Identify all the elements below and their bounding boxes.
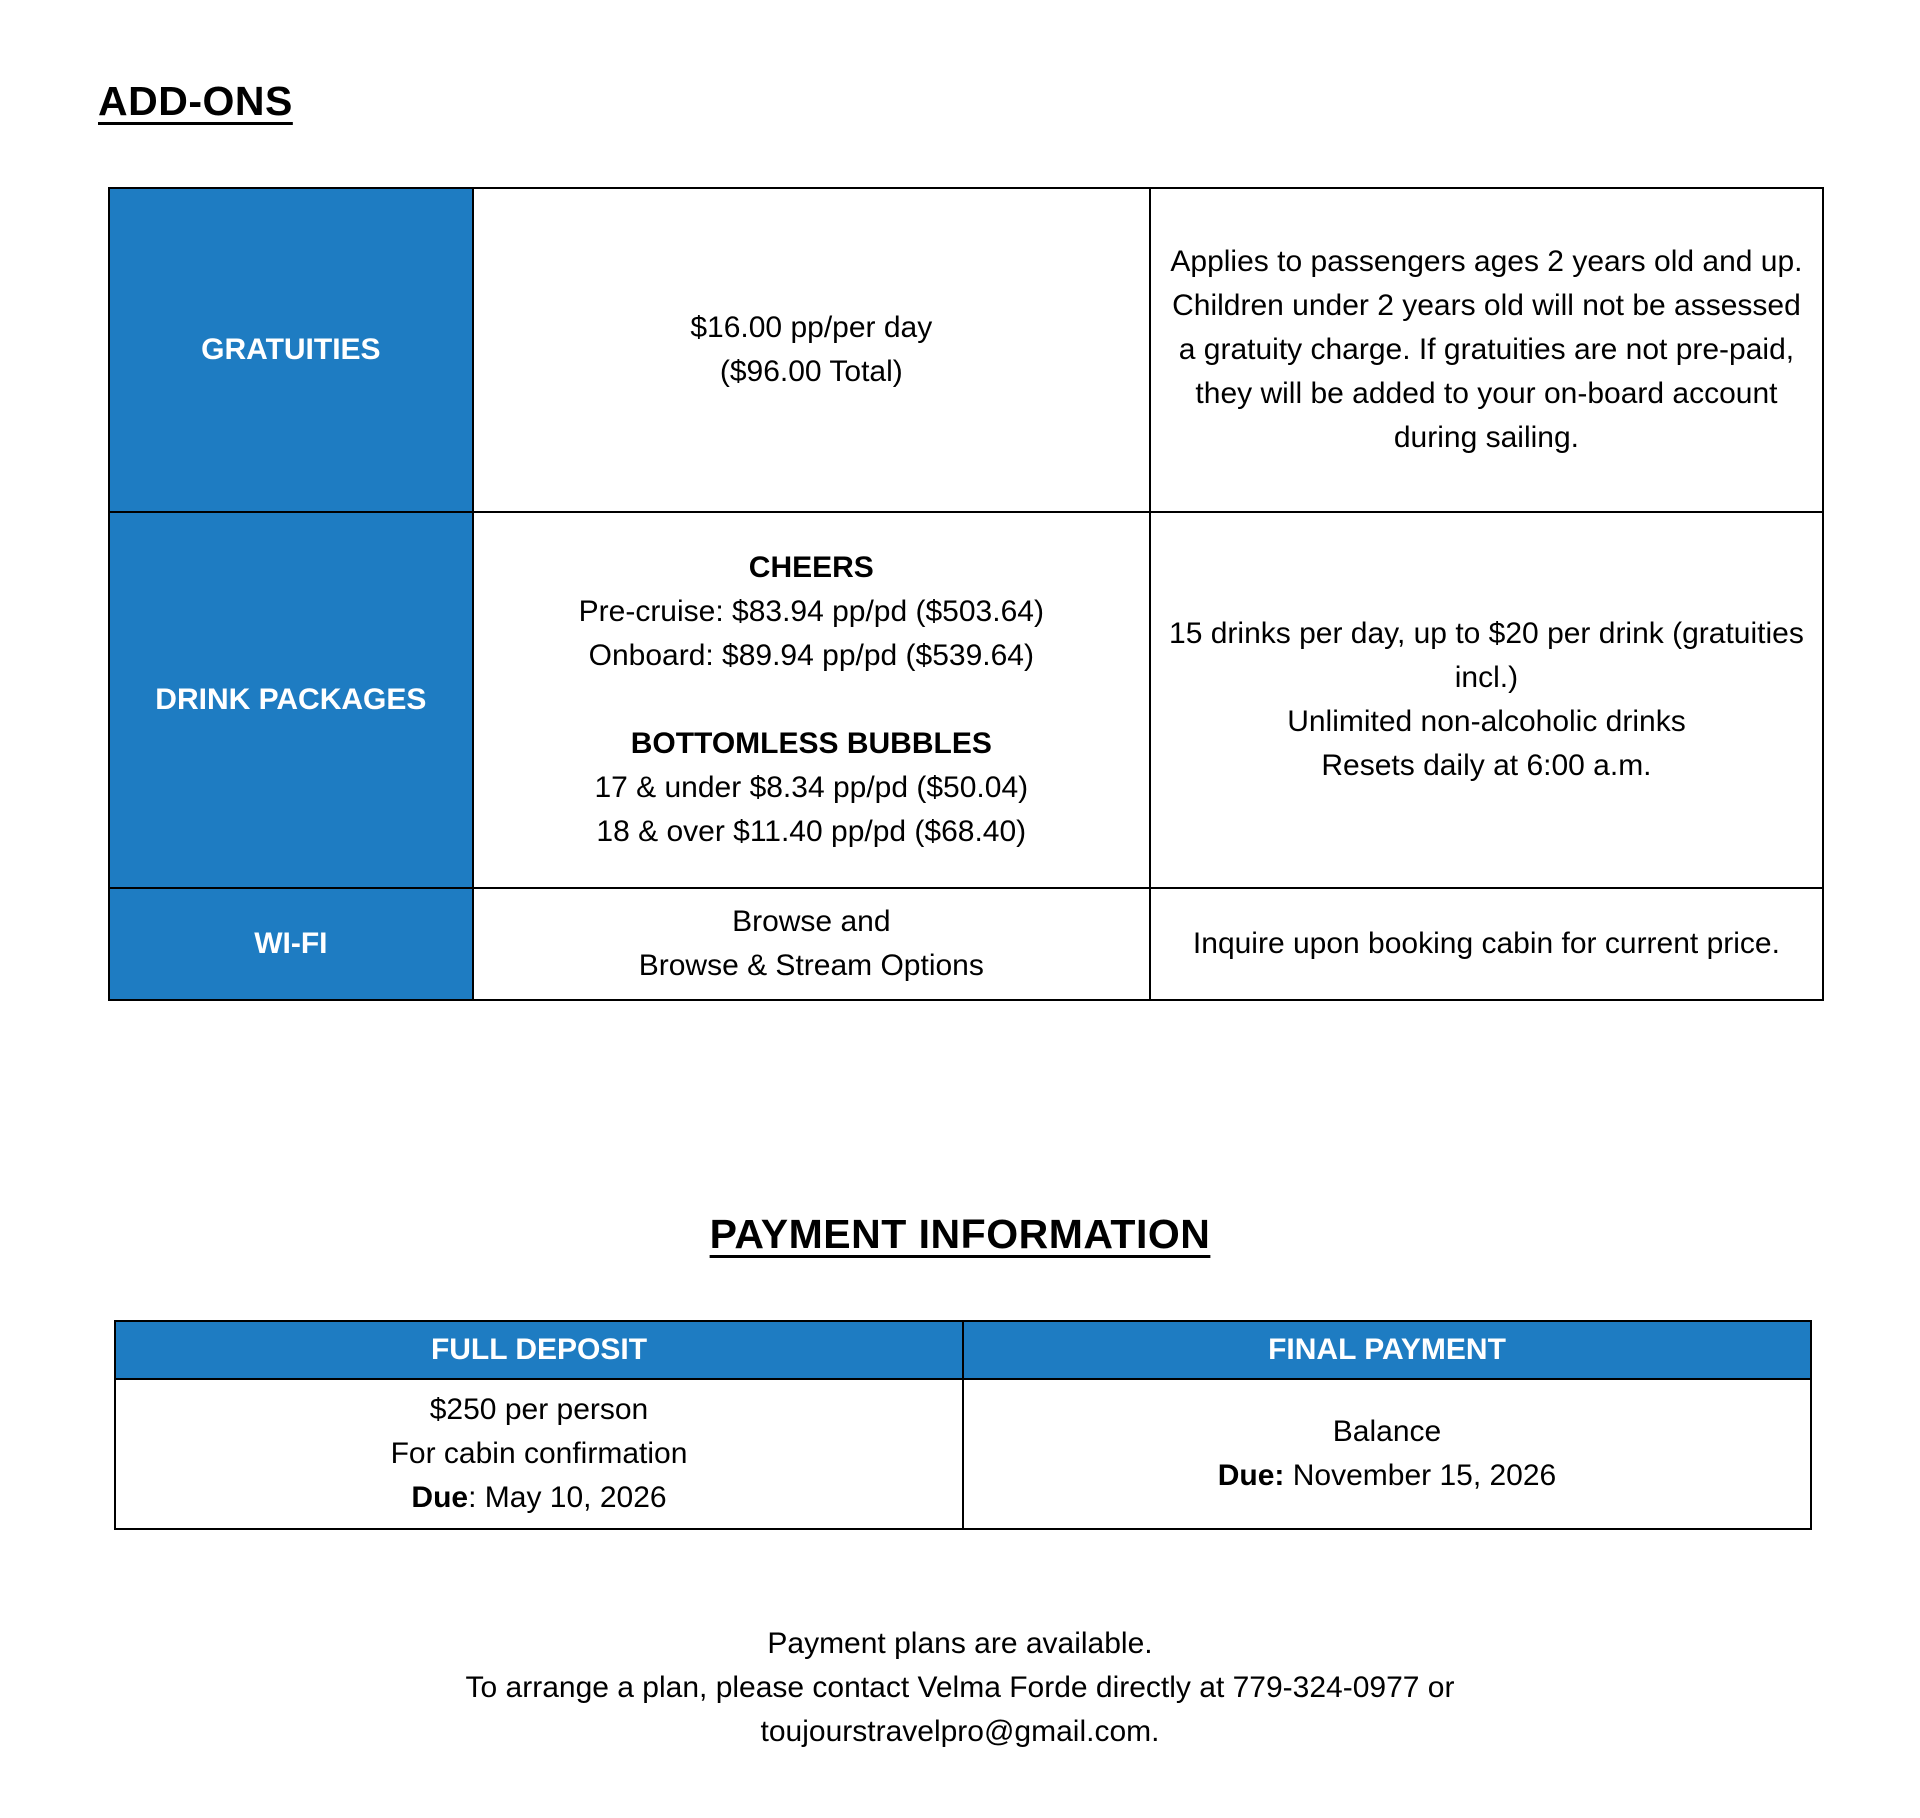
payment-body-row [115,1379,1811,1529]
payment-plan-line3: toujourstravelpro@gmail.com. [760,1715,1160,1748]
gratuities-price-line1: $16.00 pp/per day [690,311,933,344]
final-payment-due-label: Due: [1217,1459,1285,1492]
gratuities-label-cell: GRATUITIES [109,188,473,512]
payment-table [114,1320,1812,1530]
wifi-options-cell [473,888,1150,1000]
drink-description-line1: 15 drinks per day, up to $20 per drink (gratuities incl.) [1169,617,1804,694]
gratuities-description-cell: Applies to passengers ages 2 years old and up. Children under 2 years old will not be assessed a gratuity charge. If gratuities are not pre-paid, they will be added to your on-board account during sailing. [1150,188,1823,512]
payment-plan-line2: To arrange a plan, please contact Velma Forde directly at 779-324-0977 or [465,1671,1455,1704]
bubbles-under17-line: 17 & under $8.34 pp/pd ($50.04) [594,771,1029,804]
full-deposit-due-date: : May 10, 2026 [468,1481,667,1514]
final-payment-due-line [978,1454,1796,1498]
payment-plan-note [98,1622,1822,1754]
blank-line [488,678,1135,722]
bubbles-over18-line: 18 & over $11.40 pp/pd ($68.40) [596,815,1027,848]
payment-header-row [115,1321,1811,1379]
final-payment-amount: Balance [1332,1415,1442,1448]
full-deposit-amount: $250 per person [429,1393,649,1426]
full-deposit-due-line [130,1476,948,1520]
final-payment-due-date: November 15, 2026 [1284,1459,1557,1492]
wifi-options-line1: Browse and [732,905,891,938]
drink-packages-label-cell: DRINK PACKAGES [109,512,473,888]
payment-information-heading: PAYMENT INFORMATION [709,1211,1211,1257]
full-deposit-header: FULL DEPOSIT [115,1321,963,1379]
addons-heading: ADD-ONS [98,78,293,124]
wifi-options-line2: Browse & Stream Options [638,949,984,982]
wifi-description-cell: Inquire upon booking cabin for current price. [1150,888,1823,1000]
cheers-precruise-line: Pre-cruise: $83.94 pp/pd ($503.64) [578,595,1044,628]
table-row-wifi [109,888,1823,1000]
addons-table [108,187,1824,1001]
gratuities-price-line2: ($96.00 Total) [719,355,903,388]
wifi-label-cell: WI-FI [109,888,473,1000]
full-deposit-due-label: Due [411,1481,469,1514]
drink-description-line3: Resets daily at 6:00 a.m. [1321,749,1652,782]
table-row-gratuities [109,188,1823,512]
cheers-onboard-line: Onboard: $89.94 pp/pd ($539.64) [588,639,1034,672]
drink-description-line2: Unlimited non-alcoholic drinks [1287,705,1686,738]
final-payment-cell [963,1379,1811,1529]
drink-packages-description-cell [1150,512,1823,888]
final-payment-header: FINAL PAYMENT [963,1321,1811,1379]
payment-plan-line1: Payment plans are available. [767,1627,1153,1660]
gratuities-price-cell [473,188,1150,512]
table-row-drink-packages [109,512,1823,888]
full-deposit-cell [115,1379,963,1529]
drink-packages-pricing-cell [473,512,1150,888]
cheers-title: CHEERS [748,551,874,584]
bottomless-bubbles-title: BOTTOMLESS BUBBLES [630,727,992,760]
full-deposit-purpose: For cabin confirmation [390,1437,688,1470]
